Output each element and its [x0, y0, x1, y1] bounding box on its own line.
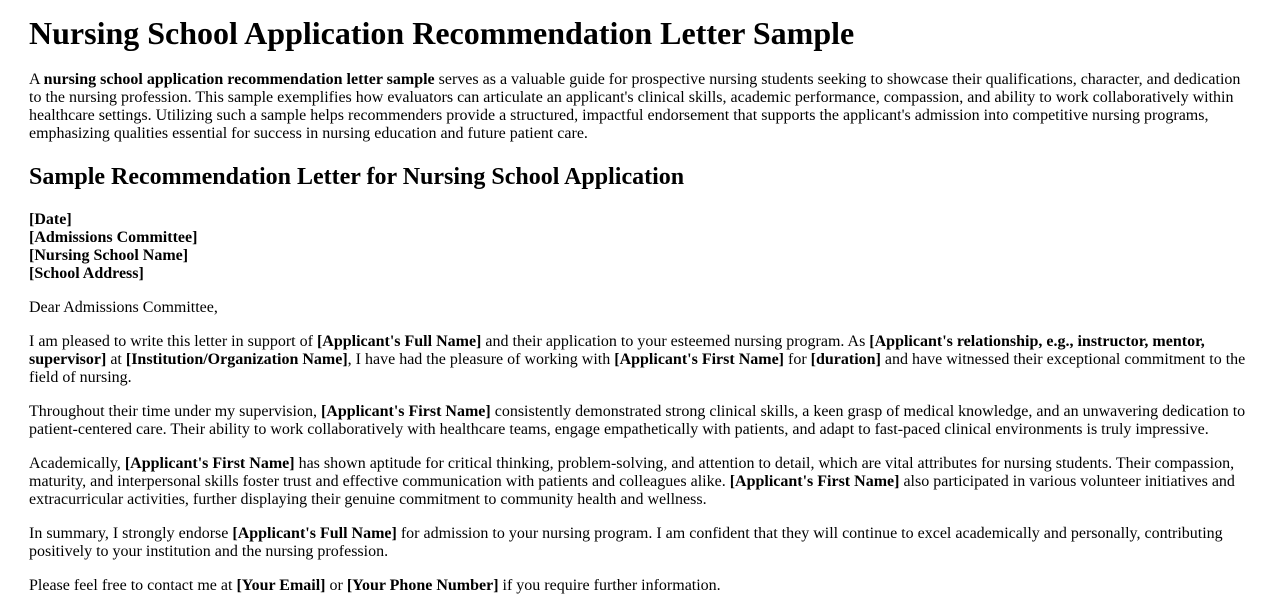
letter-paragraph: Throughout their time under my supervision, [Applicant's First Name] consistently demonstrated strong clinical skills, a keen grasp of medical knowledge, and an unwavering dedication to patient-centered care. Their ability to work collaboratively with healthcare teams, engage empathetically with patients, and adapt to fast-paced clinical environments is truly impressive.: [29, 403, 1246, 438]
section-heading: Sample Recommendation Letter for Nursing School Application: [29, 164, 685, 190]
address-line-school-address: [School Address]: [29, 265, 144, 282]
salutation: Dear Admissions Committee,: [29, 299, 218, 316]
address-line-school-name: [Nursing School Name]: [29, 247, 189, 264]
letter-paragraph: In summary, I strongly endorse [Applicant's Full Name] for admission to your nursing program. I am confident that they will continue to excel academically and personally, contributing positively to your institution and the nursing profession.: [29, 525, 1223, 560]
intro-paragraph: A nursing school application recommendation letter sample serves as a valuable guide for prospective nursing students seeking to showcase their qualifications, character, and dedication to the nursing profession. This sample exemplifies how evaluators can articulate an applicant's clinical skills, academic performance, compassion, and ability to work collaboratively within healthcare settings. Utilizing such a sample helps recommenders provide a structured, impactful endorsement that supports the applicant's admission into competitive nursing programs, emphasizing qualities essential for success in nursing education and future patient care.: [29, 71, 1241, 142]
address-line-date: [Date]: [29, 211, 72, 228]
address-block: [29, 211, 1249, 283]
letter-paragraph: Please feel free to contact me at [Your Email] or [Your Phone Number] if you require further information.: [29, 577, 721, 594]
document: [29, 15, 1249, 595]
letter-paragraph: Academically, [Applicant's First Name] has shown aptitude for critical thinking, problem-solving, and attention to detail, which are vital attributes for nursing students. Their compassion, maturity, and interpersonal skills foster trust and effective communication with patients and colleagues alike. [Applicant's First Name] also participated in various volunteer initiatives and extracurricular activities, further displaying their genuine commitment to community health and wellness.: [29, 455, 1235, 508]
address-line-committee: [Admissions Committee]: [29, 229, 198, 246]
letter-paragraph: I am pleased to write this letter in support of [Applicant's Full Name] and their application to your esteemed nursing program. As [Applicant's relationship, e.g., instructor, mentor, supervisor] at [Institution/Organization Name], I have had the pleasure of working with [Applicant's First Name] for [duration] and have witnessed their exceptional commitment to the field of nursing.: [29, 333, 1246, 386]
page-title: Nursing School Application Recommendation Letter Sample: [29, 15, 855, 51]
